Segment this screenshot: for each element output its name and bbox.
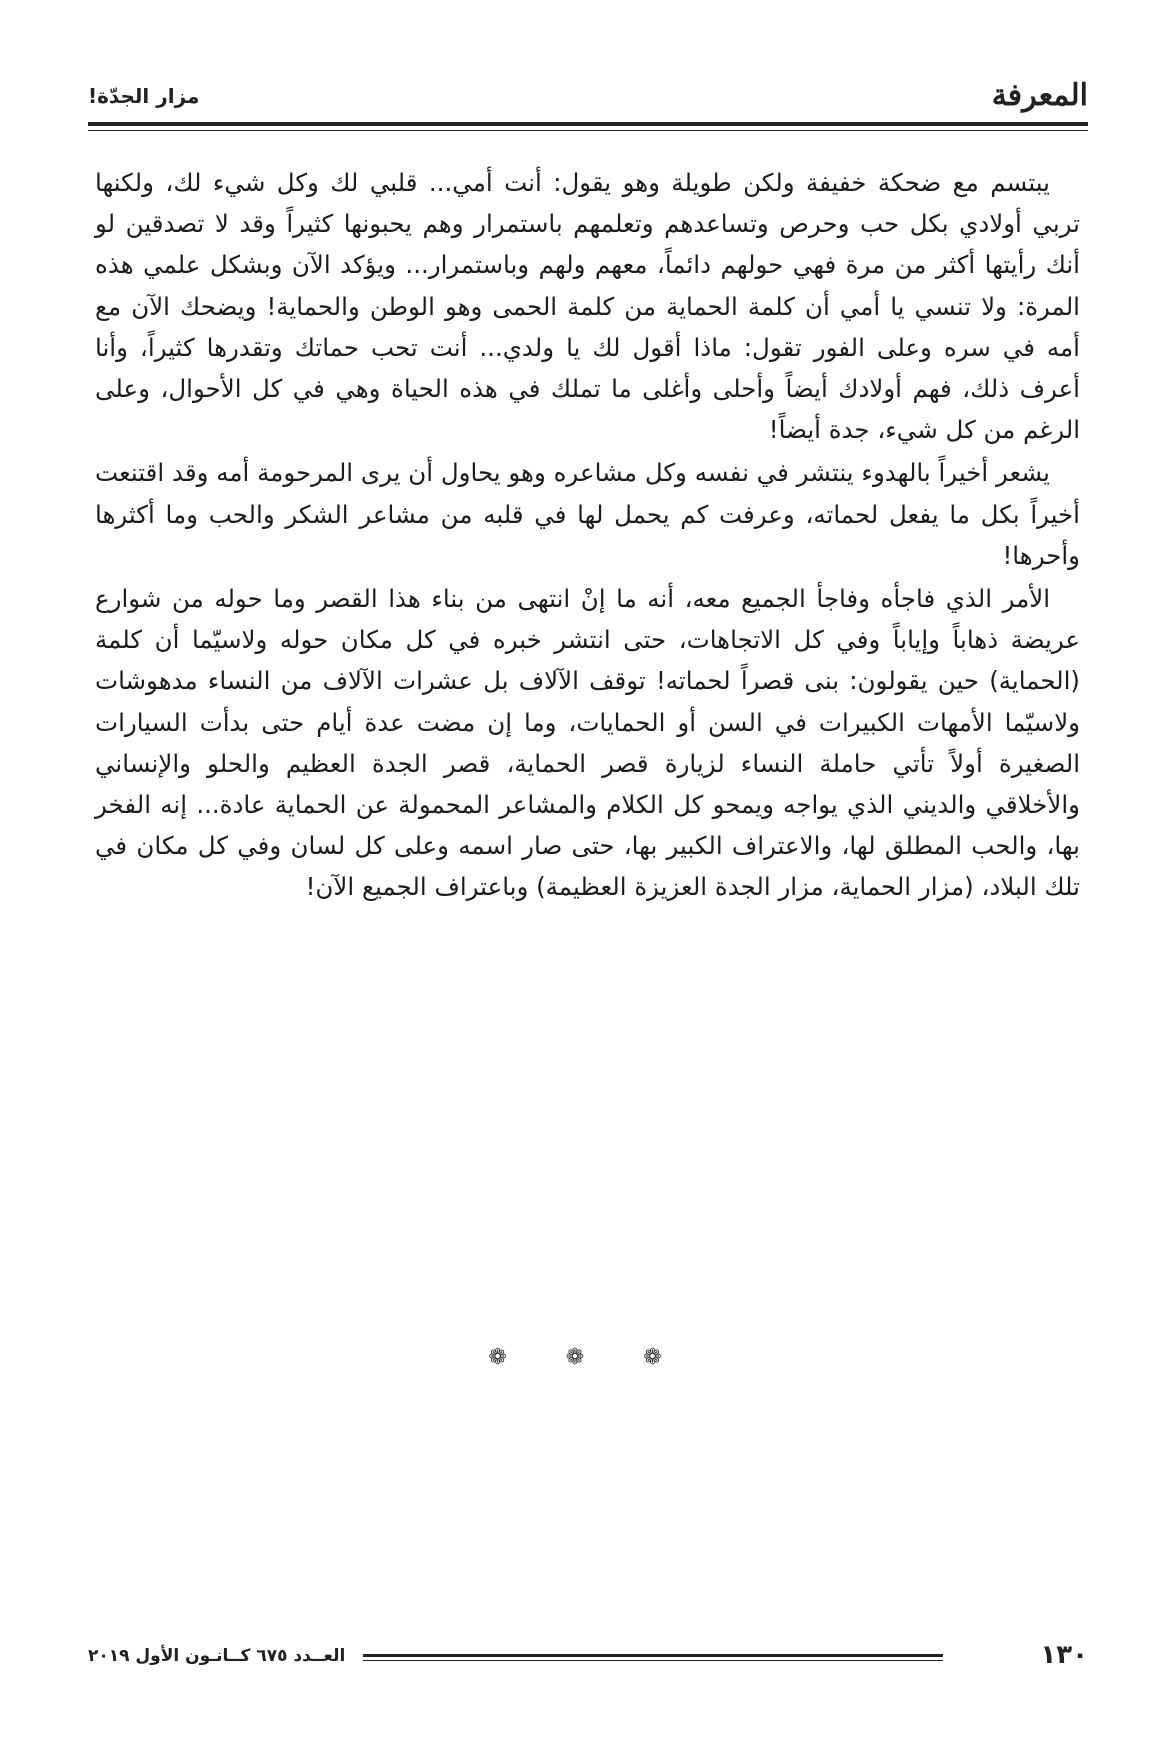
- footer-rule-thin: [363, 1660, 943, 1661]
- paragraph-3: الأمر الذي فاجأه وفاجأ الجميع معه، أنه ما إنْ انتهى من بناء هذا القصر وما حوله من شوارع عريضة ذهاباً وإياباً وفي كل الاتجاهات، حتى انتشر خبره في كل مكان حوله ولاسيّما أن كلمة (الحماية) حين يقولون: بنى قصراً لحماته! توقف الآلاف بل عشرات الآلاف من النساء مدهوشات ولاسيّما الأمهات الكبيرات في السن أو الحمايات، وما إن مضت عدة أيام حتى بدأت السيارات الصغيرة أولاً تأتي حاملة النساء لزيارة قصر الحماية، قصر الجدة العظيم والحلو والإنساني والأخلاقي والديني الذي يواجه ويمحو كل الكلام والمشاعر المحمولة عن الحماية عادة... إنه الفخر بها، والحب المطلق لها، والاعتراف الكبير بها، حتى صار اسمه وعلى كل لسان وفي كل مكان في تلك البلاد، (مزار الحماية، مزار الجدة العزيزة العظيمة) وباعتراف الجميع الآن!: [95, 584, 1080, 902]
- page-number: ١٣٠: [1040, 1640, 1088, 1670]
- paragraph-2: يشعر أخيراً بالهدوء ينتشر في نفسه وكل مشاعره وهو يحاول أن يرى المرحومة أمه وقد اقتنعت أخيراً بكل ما يفعل لحماته، وعرفت كم يحمل لها في قلبه من مشاعر الشكر والحب وما أكثرها وأحرها!: [95, 458, 1080, 570]
- header-rule-thick: [88, 122, 1088, 126]
- article-body: [95, 162, 1080, 910]
- issue-info: العــدد ٦٧٥ كــانـون الأول ٢٠١٩: [88, 1646, 346, 1666]
- header-rule-thin: [88, 130, 1088, 131]
- footer-rule-thick: [363, 1654, 943, 1657]
- magazine-logo: المعرفة: [991, 78, 1088, 113]
- running-article-title: مزار الجدّة!: [88, 84, 200, 108]
- page-footer: [88, 1640, 1088, 1680]
- paragraph-1: يبتسم مع ضحكة خفيفة ولكن طويلة وهو يقول: أنت أمي... قلبي لك وكل شيء لك، ولكنها تربي أولادي بكل حب وحرص وتساعدهم وتعلمهم باستمرار وهم يحبونها كثيراً وقد لا تصدقين لو أنك رأيتها أكثر من مرة فهي حولهم دائماً، معهم ولهم وباستمرار... ويؤكد الآن وبشكل علمي هذه المرة: ولا تنسي يا أمي أن كلمة الحماية من كلمة الحمى وهو الوطن والحماية! ويضحك الآن مع أمه في سره وعلى الفور تقول: ماذا أقول لك يا ولدي... أنت تحب حماتك وتقدرها كثيراً، وأنا أعرف ذلك، فهم أولادك أيضاً وأحلى وأغلى ما تملك في هذه الحياة وهي في كل الأحوال، وعلى الرغم من كل شيء، جدة أيضاً!: [95, 168, 1080, 445]
- section-end-ornament: ❁ ❁ ❁: [488, 1345, 688, 1370]
- page-header: [88, 70, 1088, 120]
